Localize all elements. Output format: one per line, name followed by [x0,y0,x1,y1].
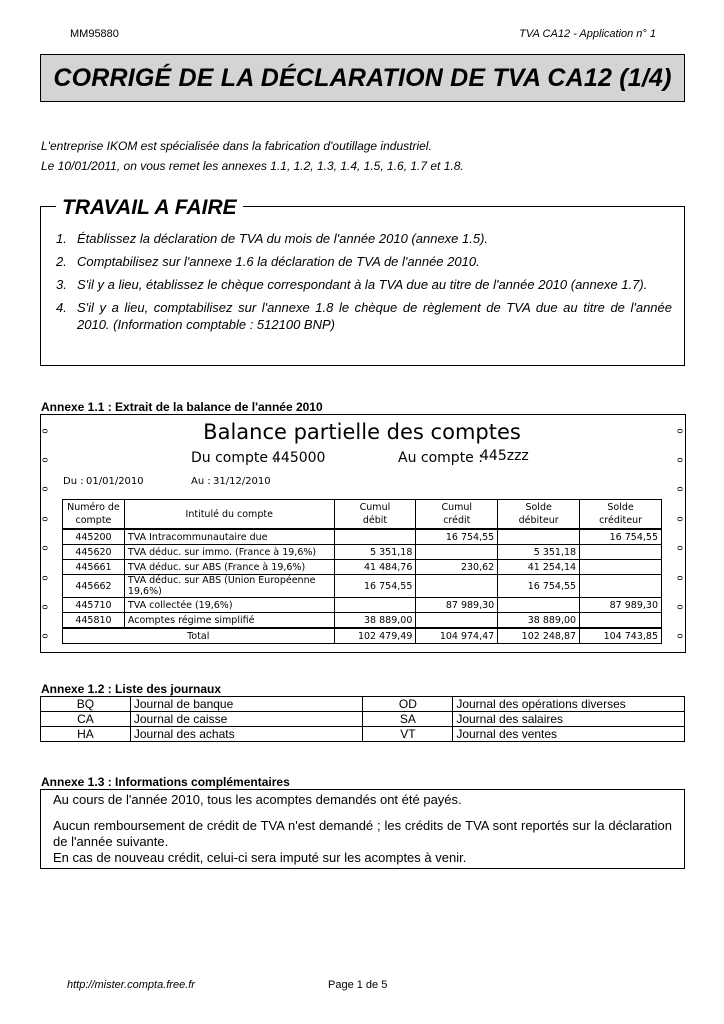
journal-code: SA [363,712,453,727]
du-date-value: 01/01/2010 [86,476,144,487]
task-number: 4. [56,300,67,315]
cumul-credit: 87 989,30 [416,598,498,613]
binder-hole: o [675,604,686,610]
task-item [52,299,672,333]
du-compte-value: 445000 [272,450,326,466]
solde-crediteur [580,560,662,575]
journal-code: BQ [41,697,131,712]
binder-hole: o [40,516,51,522]
binder-hole: o [675,486,686,492]
solde-debiteur: 16 754,55 [498,575,580,598]
binder-holes-right [676,416,686,651]
journal-code: VT [363,727,453,742]
binder-hole: o [40,457,51,463]
solde-crediteur [580,613,662,629]
cumul-debit [334,598,416,613]
table-row [41,712,685,727]
travail-a-faire-list [52,230,672,339]
info-paragraph: Au cours de l'année 2010, tous les acomptes demandés ont été payés. [53,792,462,807]
total-cumul-credit: 104 974,47 [416,628,498,644]
col-header-cumul-credit: Cumul crédit [416,500,498,530]
account-number: 445200 [63,529,125,545]
cumul-credit [416,613,498,629]
binder-hole: o [675,545,686,551]
balance-title: Balance partielle des comptes [203,420,521,444]
task-number: 2. [56,254,67,269]
info-box [40,789,685,869]
du-compte-label: Du compte : [191,450,278,466]
account-number: 445810 [63,613,125,629]
info-paragraph: Aucun remboursement de crédit de TVA n'est demandé ; les crédits de TVA sont reportés sur la déclaration de l'année suivante. [53,818,672,849]
cumul-credit [416,545,498,560]
binder-hole: o [40,428,51,434]
footer-url: http://mister.compta.free.fr [67,979,195,991]
account-label: TVA déduc. sur ABS (France à 19,6%) [124,560,334,575]
task-text: S'il y a lieu, comptabilisez sur l'annexe 1.8 le chèque de règlement de TVA due au titre de l'année 2010. (Information comptable : 512100 BNP) [77,300,672,332]
journal-label: Journal des achats [130,727,363,742]
page-number: Page 1 de 5 [328,979,388,991]
table-row [63,575,662,598]
total-row [63,628,662,644]
task-text: Établissez la déclaration de TVA du mois de l'année 2010 (annexe 1.5). [77,231,489,246]
table-row [63,545,662,560]
solde-crediteur: 87 989,30 [580,598,662,613]
au-date-label: Au : [191,476,211,487]
col-header-intitule: Intitulé du compte [124,500,334,530]
cumul-debit: 41 484,76 [334,560,416,575]
page-title: CORRIGÉ DE LA DÉCLARATION DE TVA CA12 (1/4) [53,63,672,92]
task-text: Comptabilisez sur l'annexe 1.6 la déclaration de TVA de l'année 2010. [77,254,480,269]
travail-a-faire-title: TRAVAIL A FAIRE [56,196,243,220]
journal-label: Journal des salaires [453,712,685,727]
document-reference: MM95880 [70,28,119,40]
solde-debiteur [498,598,580,613]
table-row [63,560,662,575]
annexe-1-1-heading: Annexe 1.1 : Extrait de la balance de l'année 2010 [41,400,323,414]
solde-debiteur: 38 889,00 [498,613,580,629]
account-number: 445662 [63,575,125,598]
binder-hole: o [675,633,686,639]
binder-hole: o [40,486,51,492]
account-label: TVA collectée (19,6%) [124,598,334,613]
binder-holes-left [41,416,51,651]
binder-hole: o [675,428,686,434]
binder-hole: o [40,545,51,551]
table-row [41,727,685,742]
solde-crediteur [580,545,662,560]
total-label: Total [63,628,335,644]
total-solde-crediteur: 104 743,85 [580,628,662,644]
cumul-debit: 5 351,18 [334,545,416,560]
binder-hole: o [675,516,686,522]
du-date-label: Du : [63,476,84,487]
balance-table [62,499,662,644]
table-row [63,613,662,629]
journal-code: CA [41,712,131,727]
binder-hole: o [40,604,51,610]
col-header-solde-debiteur: Solde débiteur [498,500,580,530]
journal-code: HA [41,727,131,742]
table-row [63,529,662,545]
journal-label: Journal de caisse [130,712,363,727]
solde-crediteur [580,575,662,598]
journal-label: Journal des opérations diverses [453,697,685,712]
account-number: 445620 [63,545,125,560]
account-label: TVA déduc. sur ABS (Union Européenne 19,6%) [124,575,334,598]
cumul-credit: 230,62 [416,560,498,575]
account-label: TVA Intracommunautaire due [124,529,334,545]
page-title-box [40,54,685,102]
account-number: 445710 [63,598,125,613]
journals-table [40,696,685,742]
annexe-1-3-heading: Annexe 1.3 : Informations complémentaires [41,775,290,789]
task-number: 3. [56,277,67,292]
cumul-credit [416,575,498,598]
annexe-1-2-heading: Annexe 1.2 : Liste des journaux [41,682,222,696]
cumul-debit: 38 889,00 [334,613,416,629]
journal-label: Journal des ventes [453,727,685,742]
task-text: S'il y a lieu, établissez le chèque correspondant à la TVA due au titre de l'année 2010 (annexe 1.7). [77,277,648,292]
journal-code: OD [363,697,453,712]
balance-header-row [63,500,662,530]
total-solde-debiteur: 102 248,87 [498,628,580,644]
task-item [52,276,672,293]
account-label: Acomptes régime simplifié [124,613,334,629]
account-label: TVA déduc. sur immo. (France à 19,6%) [124,545,334,560]
journal-label: Journal de banque [130,697,363,712]
solde-debiteur [498,529,580,545]
table-row [63,598,662,613]
binder-hole: o [675,575,686,581]
info-paragraph: En cas de nouveau crédit, celui-ci sera imputé sur les acomptes à venir. [53,850,467,865]
application-label: TVA CA12 - Application n° 1 [519,28,656,40]
col-header-cumul-debit: Cumul débit [334,500,416,530]
task-number: 1. [56,231,67,246]
binder-hole: o [675,457,686,463]
au-date-value: 31/12/2010 [213,476,271,487]
table-row [41,697,685,712]
au-compte-label: Au compte : [398,450,483,466]
intro-line-company: L'entreprise IKOM est spécialisée dans la fabrication d'outillage industriel. [41,139,432,153]
binder-hole: o [40,575,51,581]
binder-hole: o [40,633,51,639]
cumul-debit [334,529,416,545]
cumul-credit: 16 754,55 [416,529,498,545]
cumul-debit: 16 754,55 [334,575,416,598]
col-header-numero: Numéro de compte [63,500,125,530]
total-cumul-debit: 102 479,49 [334,628,416,644]
col-header-solde-crediteur: Solde créditeur [580,500,662,530]
task-item [52,253,672,270]
intro-line-annexes: Le 10/01/2011, on vous remet les annexes 1.1, 1.2, 1.3, 1.4, 1.5, 1.6, 1.7 et 1.8. [41,159,464,173]
task-item [52,230,672,247]
account-number: 445661 [63,560,125,575]
solde-crediteur: 16 754,55 [580,529,662,545]
au-compte-value: 445zzz [480,448,529,464]
solde-debiteur: 5 351,18 [498,545,580,560]
solde-debiteur: 41 254,14 [498,560,580,575]
